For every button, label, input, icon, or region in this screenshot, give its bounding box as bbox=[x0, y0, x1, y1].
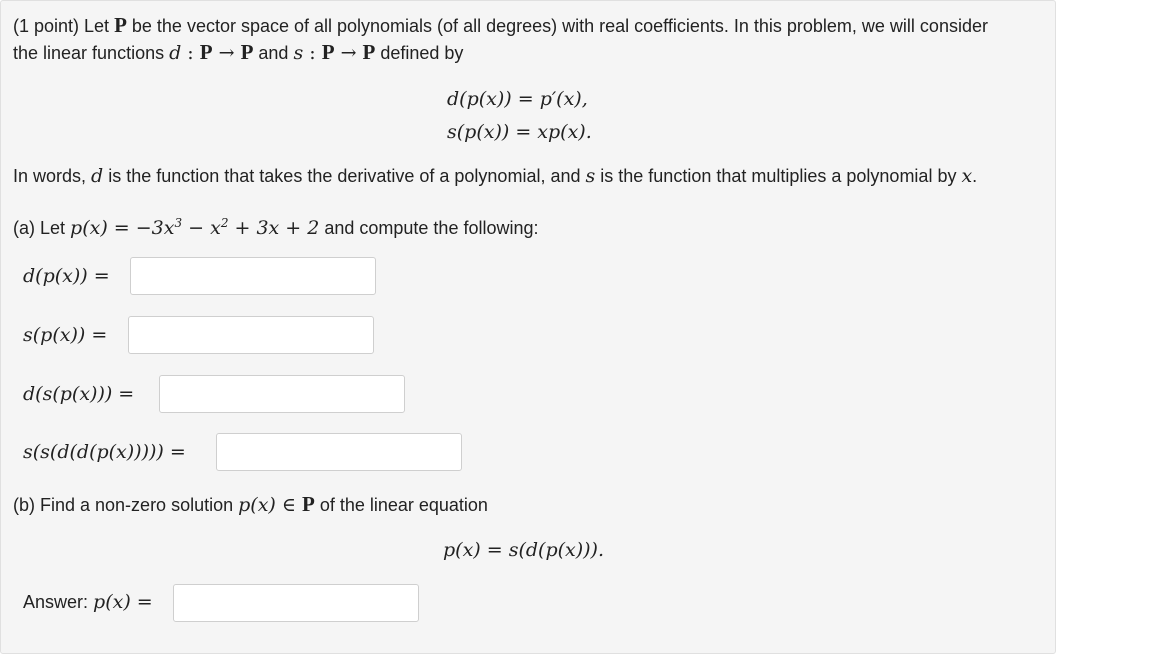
answer-label-d-s-p: d(s(p(x))) = bbox=[23, 383, 135, 405]
intro-line-1 bbox=[13, 13, 988, 38]
equals: = bbox=[509, 121, 538, 143]
answer-input-s-s-d-d-p[interactable] bbox=[216, 433, 462, 471]
part-b-text: of the linear equation bbox=[314, 495, 488, 515]
eq1-lhs: d(p(x)) bbox=[447, 88, 512, 110]
answer-label-b bbox=[23, 589, 153, 615]
answer-label-s-p: s(p(x)) = bbox=[23, 324, 108, 346]
s-symbol: s bbox=[293, 42, 304, 64]
answer-input-d-s-p[interactable] bbox=[159, 375, 405, 413]
equals: = bbox=[511, 88, 540, 110]
colon: : bbox=[181, 42, 200, 64]
words-text: is the function that multiplies a polynomial by bbox=[595, 166, 962, 186]
intro-text: (1 point) Let bbox=[13, 16, 115, 36]
intro-text: the linear functions bbox=[13, 43, 170, 63]
part-a-text: (a) Let bbox=[13, 218, 71, 238]
d-symbol: d bbox=[169, 42, 182, 64]
colon: : bbox=[303, 42, 322, 64]
space-symbol: P bbox=[301, 492, 315, 516]
display-eq-2 bbox=[447, 118, 592, 146]
answer-input-s-p[interactable] bbox=[128, 316, 374, 354]
display-eq-1 bbox=[447, 85, 588, 113]
space-symbol: P bbox=[362, 40, 376, 64]
arrow: → bbox=[212, 42, 241, 64]
x-symbol: x bbox=[961, 165, 973, 187]
words-line bbox=[13, 164, 977, 188]
part-a-text: and compute the following: bbox=[319, 218, 539, 238]
answer-math: p(x) = bbox=[93, 591, 153, 613]
part-b-equation: p(x) = s(d(p(x))). bbox=[443, 539, 605, 561]
answer-input-b[interactable] bbox=[173, 584, 419, 622]
answer-label-d-p: d(p(x)) = bbox=[23, 265, 110, 287]
words-text: is the function that takes the derivative of a polynomial, and bbox=[103, 166, 586, 186]
words-text: In words, bbox=[13, 166, 92, 186]
part-b-intro bbox=[13, 492, 488, 517]
answer-label-s-s-d-d-p: s(s(d(d(p(x))))) = bbox=[23, 441, 186, 463]
d-symbol: d bbox=[91, 165, 104, 187]
space-symbol: P bbox=[321, 40, 335, 64]
eq2-rhs: xp(x). bbox=[537, 121, 592, 143]
exponent: 3 bbox=[174, 216, 183, 230]
space-symbol: P bbox=[114, 13, 127, 37]
part-a-intro bbox=[13, 211, 539, 240]
poly-term: − x bbox=[182, 217, 221, 239]
answer-text: Answer: bbox=[23, 592, 94, 612]
equals: = bbox=[107, 217, 136, 239]
intro-line-2 bbox=[13, 40, 463, 65]
and-text: and bbox=[253, 43, 294, 63]
space-symbol: P bbox=[240, 40, 254, 64]
eq2-lhs: s(p(x)) bbox=[447, 121, 510, 143]
arrow: → bbox=[334, 42, 363, 64]
s-symbol: s bbox=[585, 165, 596, 187]
period: . bbox=[972, 166, 978, 186]
intro-text: be the vector space of all polynomials (of all degrees) with real coefficients. In this problem, we will consider bbox=[126, 16, 988, 36]
space-symbol: P bbox=[199, 40, 213, 64]
intro-text: defined by bbox=[375, 43, 464, 63]
p-of-x: p(x) bbox=[238, 494, 276, 516]
poly-term: + 3x + 2 bbox=[228, 217, 320, 239]
eq1-rhs: p′(x), bbox=[539, 88, 588, 110]
polynomial bbox=[136, 217, 320, 239]
poly-term: −3x bbox=[135, 217, 175, 239]
p-of-x: p(x) bbox=[70, 217, 108, 239]
element-of: ∈ bbox=[275, 494, 302, 516]
exponent: 2 bbox=[220, 216, 229, 230]
part-b-text: (b) Find a non-zero solution bbox=[13, 495, 239, 515]
answer-input-d-p[interactable] bbox=[130, 257, 376, 295]
